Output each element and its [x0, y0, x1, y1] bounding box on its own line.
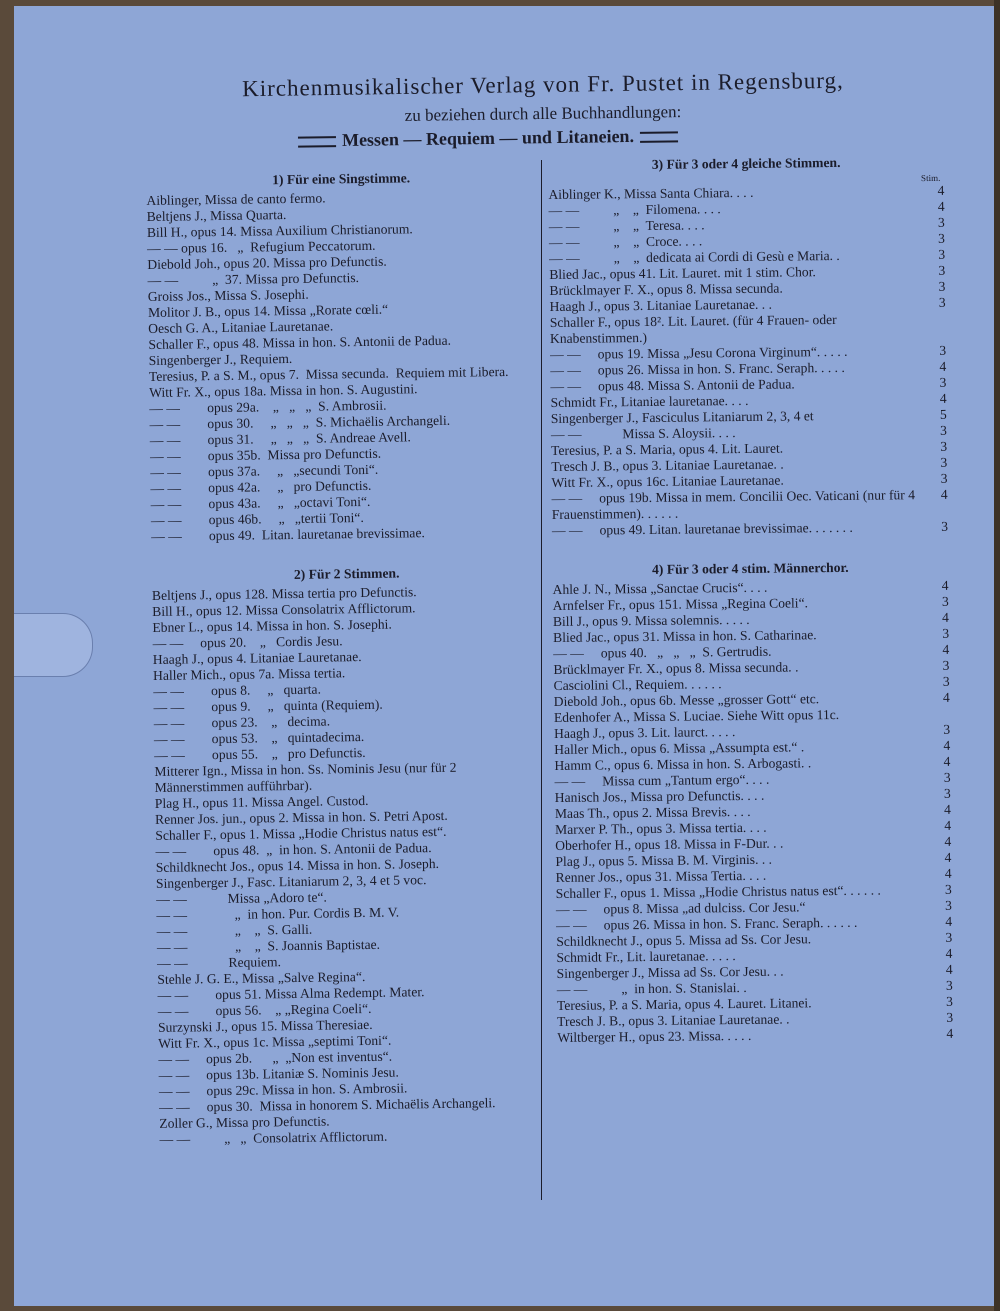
- right-column: [548, 148, 953, 1046]
- entry-text: Zoller G., Missa pro Defunctis.: [159, 1113, 330, 1131]
- voice-count: 4: [943, 737, 951, 753]
- voice-count: 3: [937, 214, 945, 230]
- section-title: 2) Für 2 Stimmen.: [293, 565, 400, 582]
- entry-text: Casciolini Cl., Requiem. . . . . .: [553, 676, 722, 693]
- voice-count: 3: [942, 673, 950, 689]
- entry-text: — — „ „ Teresa. . . .: [548, 217, 705, 234]
- voice-count: 4: [940, 486, 948, 502]
- entry-text: — — opus 2b. „ „Non est inventus“.: [158, 1048, 393, 1067]
- entry-text: Hamm C., opus 6. Missa in hon. S. Arbogasti. .: [554, 755, 812, 773]
- catalog-entry: [550, 311, 946, 347]
- entry-text: Diebold Joh., opus 6b. Messe „grosser Gott“ etc.: [553, 691, 820, 709]
- voice-count: 4: [939, 358, 947, 374]
- entry-text: Haagh J., opus 4. Litaniae Lauretanae.: [152, 649, 362, 667]
- entry-text: — — opus 56. „ „Regina Coeli“.: [157, 1000, 372, 1019]
- voice-count: 3: [942, 657, 950, 673]
- voice-count: 3: [946, 1009, 954, 1025]
- entry-text: — — opus 29c. Missa in hon. S. Ambrosii.: [158, 1080, 408, 1099]
- entry-text: — — opus 30. „ „ „ S. Michaëlis Archangeli.: [149, 412, 451, 432]
- entry-text: — — opus 55. „ pro Defunctis.: [154, 744, 366, 763]
- entry-text: — — opus 48. Missa S. Antonii de Padua.: [550, 376, 795, 394]
- voice-count: 4: [944, 833, 952, 849]
- section-title: 4) Für 3 oder 4 stim. Männerchor.: [651, 559, 849, 577]
- entry-text: — — Missa S. Aloysii. . . .: [550, 425, 736, 442]
- entry-text: Haller Mich., opus 6. Missa „Assumpta est.“ .: [554, 739, 805, 757]
- voice-count: 3: [938, 262, 946, 278]
- voices-column-label: Stim.: [920, 172, 941, 184]
- entry-text: — — opus 40. „ „ „ S. Gertrudis.: [553, 643, 772, 661]
- voice-count: 3: [943, 769, 951, 785]
- entry-text: Schaller F., opus 1. Missa „Hodie Christus natus est“.: [155, 823, 447, 843]
- voice-count: 4: [941, 577, 949, 593]
- voice-count: 3: [939, 342, 947, 358]
- voice-count: 3: [943, 785, 951, 801]
- entry-text: — — Requiem.: [157, 954, 282, 971]
- voice-count: 3: [942, 625, 950, 641]
- entry-text: — — opus 26. Missa in hon. S. Franc. Seraph. . . . . .: [556, 914, 858, 933]
- entry-text: Witt Fr. X., opus 1c. Missa „septimi Toni“.: [158, 1032, 392, 1051]
- entry-text: — — opus 23. „ decima.: [153, 713, 331, 731]
- publisher-subheading: zu beziehen durch alle Buchhandlungen:: [404, 102, 682, 125]
- entry-text: Schmidt Fr., Litaniae lauretanae. . . .: [550, 392, 749, 410]
- entry-text: Blied Jac., opus 31. Missa in hon. S. Catharinae.: [553, 627, 817, 645]
- entry-text: Brücklmayer Fr. X., opus 8. Missa secunda. .: [553, 659, 799, 677]
- voice-count: 4: [939, 390, 947, 406]
- voice-count: 3: [940, 454, 948, 470]
- voice-count: 3: [938, 230, 946, 246]
- entry-text: Singenberger J., Fasciculus Litaniarum 2, 3, 4 et: [550, 408, 814, 426]
- entry-text: Singenberger J., Fasc. Litaniarum 2, 3, 4 et 5 voc.: [155, 872, 427, 891]
- entry-text: Bill J., opus 9. Missa solemnis. . . . .: [552, 611, 750, 629]
- entry-text: Brücklmayer F. X., opus 8. Missa secunda.: [549, 280, 783, 298]
- entry-text: Tresch J. B., opus 3. Litaniae Lauretanae. .: [557, 1011, 790, 1029]
- entry-text: — — opus 30. Missa in honorem S. Michaëlis Archangeli.: [159, 1095, 496, 1115]
- entry-text: Wiltberger H., opus 23. Missa. . . . .: [557, 1027, 752, 1045]
- entry-text: Aiblinger, Missa de canto fermo.: [146, 190, 326, 208]
- voice-count: 3: [940, 470, 948, 486]
- entry-text: — — opus 43a. „ „octavi Toni“.: [150, 493, 371, 512]
- entry-text: Stehle J. G. E., Missa „Salve Regina“.: [157, 969, 366, 987]
- entry-text: — — opus 29a. „ „ „ S. Ambrosii.: [149, 397, 387, 416]
- entry-text: Diebold Joh., opus 20. Missa pro Defunctis.: [147, 253, 387, 272]
- entry-text: — — opus 20. „ Cordis Jesu.: [152, 633, 343, 651]
- entry-text: — — Missa cum „Tantum ergo“. . . .: [554, 771, 770, 789]
- voice-count: 4: [937, 198, 945, 214]
- entry-text: — — opus 8. Missa „ad dulciss. Cor Jesu.“: [555, 899, 806, 917]
- entry-text: — — „ „ Consolatrix Afflictorum.: [159, 1128, 388, 1147]
- entry-text: Oesch G. A., Litaniae Lauretanae.: [148, 318, 334, 336]
- voice-count: 3: [946, 993, 953, 1009]
- entry-text: — — opus 9. „ quinta (Requiem).: [153, 696, 383, 715]
- entry-text: — — opus 26. Missa in hon. S. Franc. Seraph. . . . .: [550, 359, 845, 378]
- voice-count: 4: [942, 641, 950, 657]
- entry-text: Plag J., opus 5. Missa B. M. Virginis. . .: [555, 851, 773, 869]
- entry-text: Tresch J. B., opus 3. Litaniae Lauretanae. .: [551, 456, 784, 474]
- voice-count: 3: [945, 897, 952, 913]
- voice-count: 5: [939, 406, 947, 422]
- entry-text: — — opus 13b. Litaniæ S. Nominis Jesu.: [158, 1064, 399, 1083]
- entry-text: — — „ „ Filomena. . . .: [548, 201, 721, 218]
- entry-text: — — „ „ S. Joannis Baptistae.: [156, 936, 381, 955]
- entry-text: Edenhofer A., Missa S. Luciae. Siehe Witt opus 11c.: [553, 706, 840, 725]
- category-label: Messen — Requiem — und Litaneien.: [341, 125, 635, 151]
- entry-text: — — opus 51. Missa Alma Redempt. Mater.: [157, 984, 425, 1003]
- voice-count: 4: [943, 753, 951, 769]
- voice-count: 3: [945, 977, 953, 993]
- entry-text: Plag H., opus 11. Missa Angel. Custod.: [154, 792, 369, 811]
- voice-count: 3: [941, 518, 949, 534]
- voice-count: 3: [938, 294, 946, 310]
- voice-count: 4: [942, 689, 950, 705]
- voice-count: 4: [944, 849, 952, 865]
- entry-text: Renner Jos. jun., opus 2. Missa in hon. S. Petri Apost.: [154, 807, 448, 827]
- entry-text: — — opus 49. Litan. lauretanae brevissimae.: [151, 525, 425, 544]
- entry-text: — — opus 49. Litan. lauretanae brevissimae. . . . . . .: [551, 519, 853, 538]
- entry-text: Groiss Jos., Missa S. Josephi.: [147, 286, 309, 304]
- voice-count: 4: [942, 609, 949, 625]
- entry-text: Bill H., opus 14. Missa Auxilium Christianorum.: [146, 221, 413, 240]
- entry-text: — — „ in hon. Pur. Cordis B. M. V.: [156, 904, 400, 923]
- entry-text: Schildknecht Jos., opus 14. Missa in hon. S. Joseph.: [155, 855, 440, 875]
- entry-text: Aiblinger K., Missa Santa Chiara. . . .: [548, 184, 754, 202]
- catalog-entry: [552, 487, 948, 523]
- entry-text: — — „ 37. Missa pro Defunctis.: [147, 270, 360, 288]
- double-rule-left: [298, 136, 336, 148]
- double-rule-right: [640, 132, 678, 144]
- entry-text: — — „ „ dedicata ai Cordi di Gesù e Maria. .: [549, 247, 840, 266]
- entry-text: Ebner L., opus 14. Missa in hon. S. Josephi.: [152, 616, 392, 635]
- entry-text: — — opus 42a. „ pro Defunctis.: [150, 477, 372, 496]
- voice-count: 3: [941, 593, 949, 609]
- entry-text: — — opus 16. „ Refugium Peccatorum.: [147, 237, 376, 256]
- entry-text: — — opus 46b. „ „tertii Toni“.: [150, 509, 364, 528]
- entry-text: Haller Mich., opus 7a. Missa tertia.: [152, 665, 346, 683]
- section-title: 3) Für 3 oder 4 gleiche Stimmen.: [651, 154, 841, 172]
- entry-text: Arnfelser Fr., opus 151. Missa „Regina Coeli“.: [552, 595, 809, 613]
- entry-text: Surzynski J., opus 15. Missa Theresiae.: [157, 1016, 373, 1035]
- entry-text: Teresius, P. a S. Maria, opus 4. Lauret. Litanei.: [556, 995, 812, 1013]
- left-column: [146, 163, 550, 1148]
- entry-text: — — opus 53. „ quintadecima.: [153, 729, 365, 747]
- entry-text: Schmidt Fr., Lit. lauretanae. . . . .: [556, 948, 736, 965]
- voice-count: 4: [946, 1025, 954, 1041]
- entry-text: Singenberger J., Requiem.: [148, 350, 293, 368]
- entry-text: Witt Fr. X., opus 16c. Litaniae Lauretanae.: [551, 472, 784, 490]
- entry-text: Renner Jos., opus 31. Missa Tertia. . . .: [555, 867, 767, 885]
- entry-text: Maas Th., opus 2. Missa Brevis. . . .: [554, 803, 751, 821]
- voice-count: 3: [940, 438, 948, 454]
- entry-text: Bill H., opus 12. Missa Consolatrix Afflictorum.: [152, 600, 416, 619]
- entry-text: Witt Fr. X., opus 18a. Missa in hon. S. Augustini.: [149, 381, 418, 400]
- voice-count: 4: [945, 961, 953, 977]
- entry-text: Ahle J. N., Missa „Sanctae Crucis“. . . .: [552, 579, 768, 597]
- entry-text: Schaller F., opus 48. Missa in hon. S. Antonii de Padua.: [148, 332, 452, 352]
- publisher-heading: Kirchenmusikalischer Verlag von Fr. Pustet in Regensburg,: [241, 67, 844, 102]
- voice-count: 3: [938, 278, 946, 294]
- entry-text: Haagh J., opus 3. Lit. laurct. . . . .: [554, 724, 736, 741]
- entry-text: — — „ in hon. S. Stanislai. .: [556, 979, 747, 997]
- entry-text: Blied Jac., opus 41. Lit. Lauret. mit 1 stim. Chor.: [549, 264, 816, 282]
- entry-text: Marxer P. Th., opus 3. Missa tertia. . . .: [555, 819, 767, 837]
- entry-text: — — opus 48. „ in hon. S. Antonii de Padua.: [155, 840, 432, 859]
- entry-text: Schildknecht J., opus 5. Missa ad Ss. Cor Jesu.: [556, 931, 812, 949]
- page-tab-marker: [14, 613, 93, 677]
- entry-text: — — opus 35b. Missa pro Defunctis.: [149, 445, 382, 464]
- entry-text: Schaller F., opus 18². Lit. Lauret. (für 4 Frauen- oder Knabenstimmen.): [549, 311, 841, 346]
- entry-text: Hanisch Jos., Missa pro Defunctis. . . .: [554, 787, 765, 805]
- entry-text: Teresius, P. a S. Maria, opus 4. Lit. Lauret.: [551, 440, 784, 458]
- book-edge: [994, 0, 1000, 1311]
- voice-count: 4: [937, 182, 945, 198]
- voice-count: 4: [944, 865, 952, 881]
- entry-text: Haagh J., opus 3. Litaniae Lauretanae. . .: [549, 296, 773, 314]
- entry-text: Schaller F., opus 1. Missa „Hodie Christus natus est“. . . . . .: [555, 882, 881, 901]
- entry-text: Beltjens J., opus 128. Missa tertia pro Defunctis.: [151, 584, 417, 603]
- voice-count: 3: [938, 246, 946, 262]
- voice-count: 3: [939, 374, 947, 390]
- voice-count: 4: [944, 801, 951, 817]
- voice-count: 3: [945, 929, 953, 945]
- entry-text: Singenberger J., Missa ad Ss. Cor Jesu. . .: [556, 963, 784, 981]
- entry-text: — — opus 19b. Missa in mem. Concilii Oec. Vaticani (nur für 4 Frauenstimmen). . . . . .: [551, 487, 919, 522]
- entry-text: Oberhofer H., opus 18. Missa in F-Dur. . .: [555, 835, 784, 853]
- entry-text: Mitterer Ign., Missa in hon. Ss. Nominis Jesu (nur für 2 Männerstimmen aufführbar).: [154, 759, 460, 795]
- voice-count: 4: [944, 817, 952, 833]
- entry-text: — — opus 31. „ „ „ S. Andreae Avell.: [149, 429, 411, 448]
- entry-text: Molitor J. B., opus 14. Missa „Rorate cœli.“: [147, 301, 389, 320]
- voice-count: 4: [945, 913, 953, 929]
- entry-text: Beltjens J., Missa Quarta.: [146, 207, 287, 224]
- entry-text: — — „ „ S. Galli.: [156, 921, 313, 939]
- section-title: 1) Für eine Singstimme.: [272, 170, 411, 188]
- entry-text: — — „ „ Croce. . . .: [548, 233, 703, 250]
- voice-count: 3: [943, 721, 951, 737]
- voice-count: 4: [945, 945, 953, 961]
- entry-text: — — opus 8. „ quarta.: [153, 681, 322, 699]
- entry-text: — — opus 19. Missa „Jesu Corona Virginum“. . . . .: [550, 343, 848, 362]
- entry-text: — — opus 37a. „ „secundi Toni“.: [150, 461, 379, 480]
- voice-count: 3: [940, 422, 948, 438]
- voice-count: 3: [944, 881, 952, 897]
- entry-text: — — Missa „Adoro te“.: [156, 889, 327, 907]
- entry-text: Teresius, P. a S. M., opus 7. Missa secunda. Requiem mit Libera.: [148, 363, 509, 384]
